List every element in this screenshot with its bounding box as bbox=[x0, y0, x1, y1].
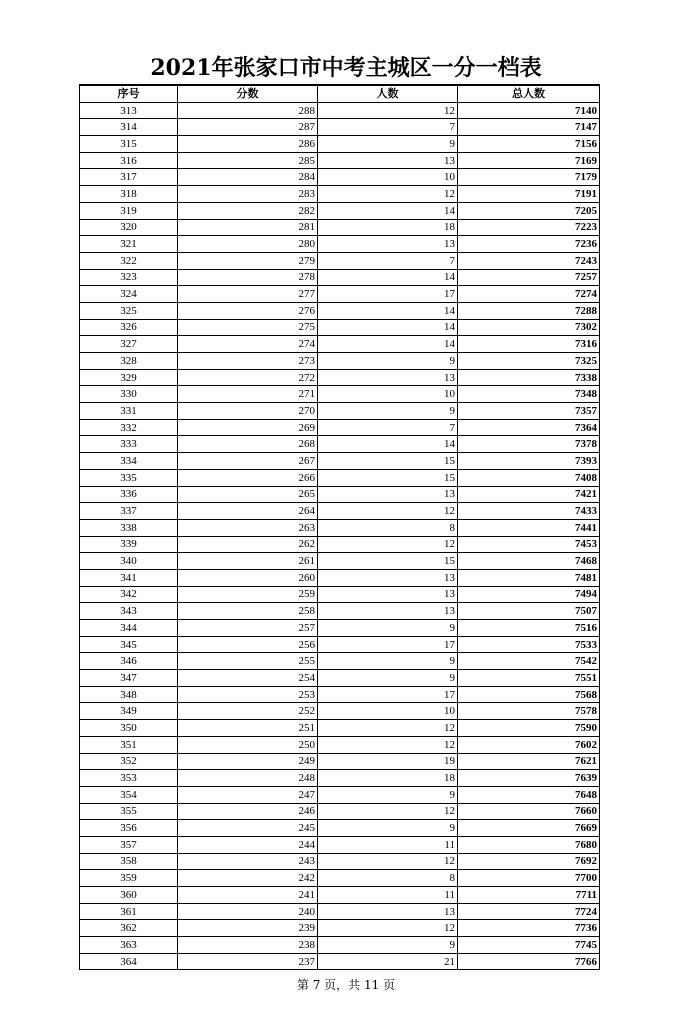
cell-index: 358 bbox=[80, 853, 178, 870]
cell-count: 12 bbox=[318, 102, 458, 119]
cell-count: 14 bbox=[318, 319, 458, 336]
cell-count: 12 bbox=[318, 720, 458, 737]
cell-index: 349 bbox=[80, 703, 178, 720]
cell-total: 7516 bbox=[458, 620, 600, 637]
cell-count: 7 bbox=[318, 252, 458, 269]
page-footer: 第 7 页，共 11 页 bbox=[296, 978, 396, 992]
cell-count: 7 bbox=[318, 119, 458, 136]
cell-count: 7 bbox=[318, 419, 458, 436]
table-row bbox=[80, 653, 600, 670]
table-row bbox=[80, 419, 600, 436]
cell-total: 7736 bbox=[458, 920, 600, 937]
cell-total: 7338 bbox=[458, 369, 600, 386]
cell-score: 240 bbox=[178, 903, 318, 920]
cell-count: 13 bbox=[318, 569, 458, 586]
cell-index: 352 bbox=[80, 753, 178, 770]
score-table bbox=[79, 84, 600, 970]
table-row bbox=[80, 836, 600, 853]
table-row bbox=[80, 469, 600, 486]
cell-index: 319 bbox=[80, 202, 178, 219]
cell-count: 11 bbox=[318, 836, 458, 853]
cell-score: 268 bbox=[178, 436, 318, 453]
cell-count: 13 bbox=[318, 586, 458, 603]
cell-score: 279 bbox=[178, 252, 318, 269]
table-header-row bbox=[80, 85, 600, 102]
cell-total: 7433 bbox=[458, 503, 600, 520]
cell-count: 17 bbox=[318, 686, 458, 703]
cell-count: 14 bbox=[318, 269, 458, 286]
cell-count: 14 bbox=[318, 336, 458, 353]
cell-index: 354 bbox=[80, 786, 178, 803]
table-row bbox=[80, 369, 600, 386]
cell-total: 7766 bbox=[458, 953, 600, 970]
cell-score: 278 bbox=[178, 269, 318, 286]
cell-count: 9 bbox=[318, 670, 458, 687]
cell-count: 13 bbox=[318, 603, 458, 620]
cell-total: 7468 bbox=[458, 553, 600, 570]
cell-index: 329 bbox=[80, 369, 178, 386]
table-row bbox=[80, 703, 600, 720]
cell-index: 340 bbox=[80, 553, 178, 570]
cell-total: 7692 bbox=[458, 853, 600, 870]
table-row bbox=[80, 202, 600, 219]
cell-count: 12 bbox=[318, 803, 458, 820]
cell-count: 19 bbox=[318, 753, 458, 770]
cell-score: 267 bbox=[178, 453, 318, 470]
cell-count: 13 bbox=[318, 152, 458, 169]
table-row bbox=[80, 353, 600, 370]
cell-index: 344 bbox=[80, 620, 178, 637]
table-row bbox=[80, 519, 600, 536]
table-row bbox=[80, 553, 600, 570]
cell-score: 275 bbox=[178, 319, 318, 336]
cell-score: 262 bbox=[178, 536, 318, 553]
cell-index: 338 bbox=[80, 519, 178, 536]
cell-count: 21 bbox=[318, 953, 458, 970]
cell-total: 7140 bbox=[458, 102, 600, 119]
cell-index: 350 bbox=[80, 720, 178, 737]
table-row bbox=[80, 736, 600, 753]
table-row bbox=[80, 403, 600, 420]
cell-score: 241 bbox=[178, 887, 318, 904]
cell-index: 320 bbox=[80, 219, 178, 236]
cell-total: 7568 bbox=[458, 686, 600, 703]
cell-total: 7274 bbox=[458, 286, 600, 303]
cell-index: 347 bbox=[80, 670, 178, 687]
table-row bbox=[80, 186, 600, 203]
cell-index: 315 bbox=[80, 136, 178, 153]
cell-total: 7348 bbox=[458, 386, 600, 403]
table-row bbox=[80, 853, 600, 870]
cell-total: 7660 bbox=[458, 803, 600, 820]
table-row bbox=[80, 169, 600, 186]
cell-index: 314 bbox=[80, 119, 178, 136]
cell-score: 245 bbox=[178, 820, 318, 837]
table-row bbox=[80, 870, 600, 887]
cell-total: 7421 bbox=[458, 486, 600, 503]
cell-total: 7551 bbox=[458, 670, 600, 687]
cell-total: 7243 bbox=[458, 252, 600, 269]
cell-count: 13 bbox=[318, 486, 458, 503]
cell-index: 339 bbox=[80, 536, 178, 553]
table-row bbox=[80, 636, 600, 653]
cell-index: 363 bbox=[80, 937, 178, 954]
cell-count: 9 bbox=[318, 353, 458, 370]
cell-index: 351 bbox=[80, 736, 178, 753]
cell-index: 360 bbox=[80, 887, 178, 904]
cell-total: 7494 bbox=[458, 586, 600, 603]
table-row bbox=[80, 953, 600, 970]
cell-count: 8 bbox=[318, 519, 458, 536]
cell-score: 264 bbox=[178, 503, 318, 520]
table-row bbox=[80, 319, 600, 336]
table-row bbox=[80, 536, 600, 553]
cell-total: 7533 bbox=[458, 636, 600, 653]
cell-total: 7700 bbox=[458, 870, 600, 887]
cell-score: 237 bbox=[178, 953, 318, 970]
cell-index: 361 bbox=[80, 903, 178, 920]
cell-score: 265 bbox=[178, 486, 318, 503]
cell-count: 10 bbox=[318, 386, 458, 403]
cell-index: 323 bbox=[80, 269, 178, 286]
table-row bbox=[80, 286, 600, 303]
cell-score: 287 bbox=[178, 119, 318, 136]
cell-count: 11 bbox=[318, 887, 458, 904]
cell-index: 355 bbox=[80, 803, 178, 820]
cell-index: 331 bbox=[80, 403, 178, 420]
table-row bbox=[80, 903, 600, 920]
cell-total: 7669 bbox=[458, 820, 600, 837]
cell-total: 7602 bbox=[458, 736, 600, 753]
table-body bbox=[80, 102, 600, 970]
cell-total: 7257 bbox=[458, 269, 600, 286]
cell-score: 239 bbox=[178, 920, 318, 937]
cell-score: 260 bbox=[178, 569, 318, 586]
table-row bbox=[80, 336, 600, 353]
column-header-total: 总人数 bbox=[458, 85, 600, 102]
table-row bbox=[80, 803, 600, 820]
table-row bbox=[80, 686, 600, 703]
cell-total: 7236 bbox=[458, 236, 600, 253]
cell-index: 333 bbox=[80, 436, 178, 453]
cell-count: 10 bbox=[318, 703, 458, 720]
cell-score: 251 bbox=[178, 720, 318, 737]
cell-index: 337 bbox=[80, 503, 178, 520]
cell-total: 7179 bbox=[458, 169, 600, 186]
cell-count: 9 bbox=[318, 820, 458, 837]
cell-score: 283 bbox=[178, 186, 318, 203]
cell-index: 336 bbox=[80, 486, 178, 503]
cell-index: 362 bbox=[80, 920, 178, 937]
table-row bbox=[80, 119, 600, 136]
table-row bbox=[80, 252, 600, 269]
cell-total: 7453 bbox=[458, 536, 600, 553]
cell-count: 13 bbox=[318, 903, 458, 920]
cell-total: 7680 bbox=[458, 836, 600, 853]
cell-total: 7378 bbox=[458, 436, 600, 453]
cell-count: 15 bbox=[318, 453, 458, 470]
cell-score: 288 bbox=[178, 102, 318, 119]
cell-total: 7364 bbox=[458, 419, 600, 436]
cell-count: 12 bbox=[318, 503, 458, 520]
table-row bbox=[80, 152, 600, 169]
table-row bbox=[80, 586, 600, 603]
cell-index: 357 bbox=[80, 836, 178, 853]
cell-score: 244 bbox=[178, 836, 318, 853]
cell-total: 7302 bbox=[458, 319, 600, 336]
table-row bbox=[80, 453, 600, 470]
cell-score: 285 bbox=[178, 152, 318, 169]
cell-total: 7408 bbox=[458, 469, 600, 486]
table-row bbox=[80, 770, 600, 787]
cell-index: 334 bbox=[80, 453, 178, 470]
cell-score: 263 bbox=[178, 519, 318, 536]
cell-score: 246 bbox=[178, 803, 318, 820]
table-row bbox=[80, 503, 600, 520]
cell-total: 7147 bbox=[458, 119, 600, 136]
cell-score: 257 bbox=[178, 620, 318, 637]
table-row bbox=[80, 720, 600, 737]
cell-score: 272 bbox=[178, 369, 318, 386]
cell-score: 274 bbox=[178, 336, 318, 353]
cell-count: 9 bbox=[318, 937, 458, 954]
cell-index: 356 bbox=[80, 820, 178, 837]
cell-score: 273 bbox=[178, 353, 318, 370]
cell-index: 321 bbox=[80, 236, 178, 253]
table-row bbox=[80, 887, 600, 904]
cell-count: 9 bbox=[318, 653, 458, 670]
cell-score: 286 bbox=[178, 136, 318, 153]
cell-score: 277 bbox=[178, 286, 318, 303]
cell-count: 12 bbox=[318, 186, 458, 203]
cell-index: 342 bbox=[80, 586, 178, 603]
table-row bbox=[80, 386, 600, 403]
cell-index: 346 bbox=[80, 653, 178, 670]
cell-count: 12 bbox=[318, 853, 458, 870]
table-row bbox=[80, 236, 600, 253]
cell-count: 9 bbox=[318, 136, 458, 153]
cell-count: 14 bbox=[318, 436, 458, 453]
table-row bbox=[80, 753, 600, 770]
cell-total: 7441 bbox=[458, 519, 600, 536]
cell-total: 7191 bbox=[458, 186, 600, 203]
cell-count: 9 bbox=[318, 403, 458, 420]
cell-score: 259 bbox=[178, 586, 318, 603]
cell-score: 271 bbox=[178, 386, 318, 403]
cell-total: 7156 bbox=[458, 136, 600, 153]
column-header-index: 序号 bbox=[80, 85, 178, 102]
cell-total: 7745 bbox=[458, 937, 600, 954]
cell-total: 7639 bbox=[458, 770, 600, 787]
cell-index: 313 bbox=[80, 102, 178, 119]
cell-total: 7578 bbox=[458, 703, 600, 720]
cell-score: 261 bbox=[178, 553, 318, 570]
table-row bbox=[80, 486, 600, 503]
cell-index: 325 bbox=[80, 302, 178, 319]
cell-total: 7724 bbox=[458, 903, 600, 920]
cell-score: 280 bbox=[178, 236, 318, 253]
cell-total: 7507 bbox=[458, 603, 600, 620]
cell-total: 7325 bbox=[458, 353, 600, 370]
cell-score: 269 bbox=[178, 419, 318, 436]
cell-score: 248 bbox=[178, 770, 318, 787]
table-row bbox=[80, 670, 600, 687]
cell-total: 7711 bbox=[458, 887, 600, 904]
cell-count: 9 bbox=[318, 786, 458, 803]
cell-total: 7205 bbox=[458, 202, 600, 219]
cell-count: 18 bbox=[318, 770, 458, 787]
cell-score: 270 bbox=[178, 403, 318, 420]
cell-score: 243 bbox=[178, 853, 318, 870]
cell-count: 8 bbox=[318, 870, 458, 887]
cell-index: 353 bbox=[80, 770, 178, 787]
table-row bbox=[80, 302, 600, 319]
cell-total: 7590 bbox=[458, 720, 600, 737]
table-row bbox=[80, 820, 600, 837]
cell-index: 322 bbox=[80, 252, 178, 269]
table-row bbox=[80, 786, 600, 803]
cell-index: 335 bbox=[80, 469, 178, 486]
cell-index: 341 bbox=[80, 569, 178, 586]
cell-score: 282 bbox=[178, 202, 318, 219]
cell-count: 13 bbox=[318, 369, 458, 386]
cell-index: 345 bbox=[80, 636, 178, 653]
table-row bbox=[80, 136, 600, 153]
cell-total: 7316 bbox=[458, 336, 600, 353]
cell-count: 12 bbox=[318, 920, 458, 937]
cell-score: 266 bbox=[178, 469, 318, 486]
table-row bbox=[80, 937, 600, 954]
cell-score: 254 bbox=[178, 670, 318, 687]
cell-count: 15 bbox=[318, 469, 458, 486]
cell-score: 281 bbox=[178, 219, 318, 236]
cell-count: 9 bbox=[318, 620, 458, 637]
cell-index: 327 bbox=[80, 336, 178, 353]
cell-score: 253 bbox=[178, 686, 318, 703]
cell-index: 316 bbox=[80, 152, 178, 169]
cell-count: 15 bbox=[318, 553, 458, 570]
cell-score: 242 bbox=[178, 870, 318, 887]
cell-index: 326 bbox=[80, 319, 178, 336]
cell-index: 330 bbox=[80, 386, 178, 403]
cell-count: 14 bbox=[318, 202, 458, 219]
cell-total: 7223 bbox=[458, 219, 600, 236]
cell-index: 348 bbox=[80, 686, 178, 703]
cell-score: 256 bbox=[178, 636, 318, 653]
table-row bbox=[80, 603, 600, 620]
cell-index: 324 bbox=[80, 286, 178, 303]
cell-count: 12 bbox=[318, 536, 458, 553]
cell-score: 238 bbox=[178, 937, 318, 954]
table-row bbox=[80, 620, 600, 637]
cell-score: 250 bbox=[178, 736, 318, 753]
cell-total: 7357 bbox=[458, 403, 600, 420]
cell-total: 7542 bbox=[458, 653, 600, 670]
cell-index: 332 bbox=[80, 419, 178, 436]
cell-index: 364 bbox=[80, 953, 178, 970]
cell-total: 7393 bbox=[458, 453, 600, 470]
page-title: 2021年张家口市中考主城区一分一档表 bbox=[150, 55, 542, 81]
table-row bbox=[80, 920, 600, 937]
cell-count: 14 bbox=[318, 302, 458, 319]
column-header-score: 分数 bbox=[178, 85, 318, 102]
cell-total: 7481 bbox=[458, 569, 600, 586]
cell-score: 252 bbox=[178, 703, 318, 720]
cell-score: 255 bbox=[178, 653, 318, 670]
cell-total: 7169 bbox=[458, 152, 600, 169]
table-row bbox=[80, 102, 600, 119]
table-row bbox=[80, 269, 600, 286]
table-row bbox=[80, 569, 600, 586]
cell-score: 284 bbox=[178, 169, 318, 186]
cell-score: 276 bbox=[178, 302, 318, 319]
column-header-count: 人数 bbox=[318, 85, 458, 102]
cell-count: 17 bbox=[318, 636, 458, 653]
cell-total: 7288 bbox=[458, 302, 600, 319]
cell-index: 317 bbox=[80, 169, 178, 186]
cell-total: 7621 bbox=[458, 753, 600, 770]
cell-count: 18 bbox=[318, 219, 458, 236]
cell-count: 10 bbox=[318, 169, 458, 186]
cell-count: 17 bbox=[318, 286, 458, 303]
table-row bbox=[80, 219, 600, 236]
cell-score: 247 bbox=[178, 786, 318, 803]
cell-index: 343 bbox=[80, 603, 178, 620]
cell-score: 249 bbox=[178, 753, 318, 770]
cell-index: 318 bbox=[80, 186, 178, 203]
cell-index: 328 bbox=[80, 353, 178, 370]
cell-index: 359 bbox=[80, 870, 178, 887]
table-row bbox=[80, 436, 600, 453]
cell-total: 7648 bbox=[458, 786, 600, 803]
cell-score: 258 bbox=[178, 603, 318, 620]
cell-count: 13 bbox=[318, 236, 458, 253]
cell-count: 12 bbox=[318, 736, 458, 753]
